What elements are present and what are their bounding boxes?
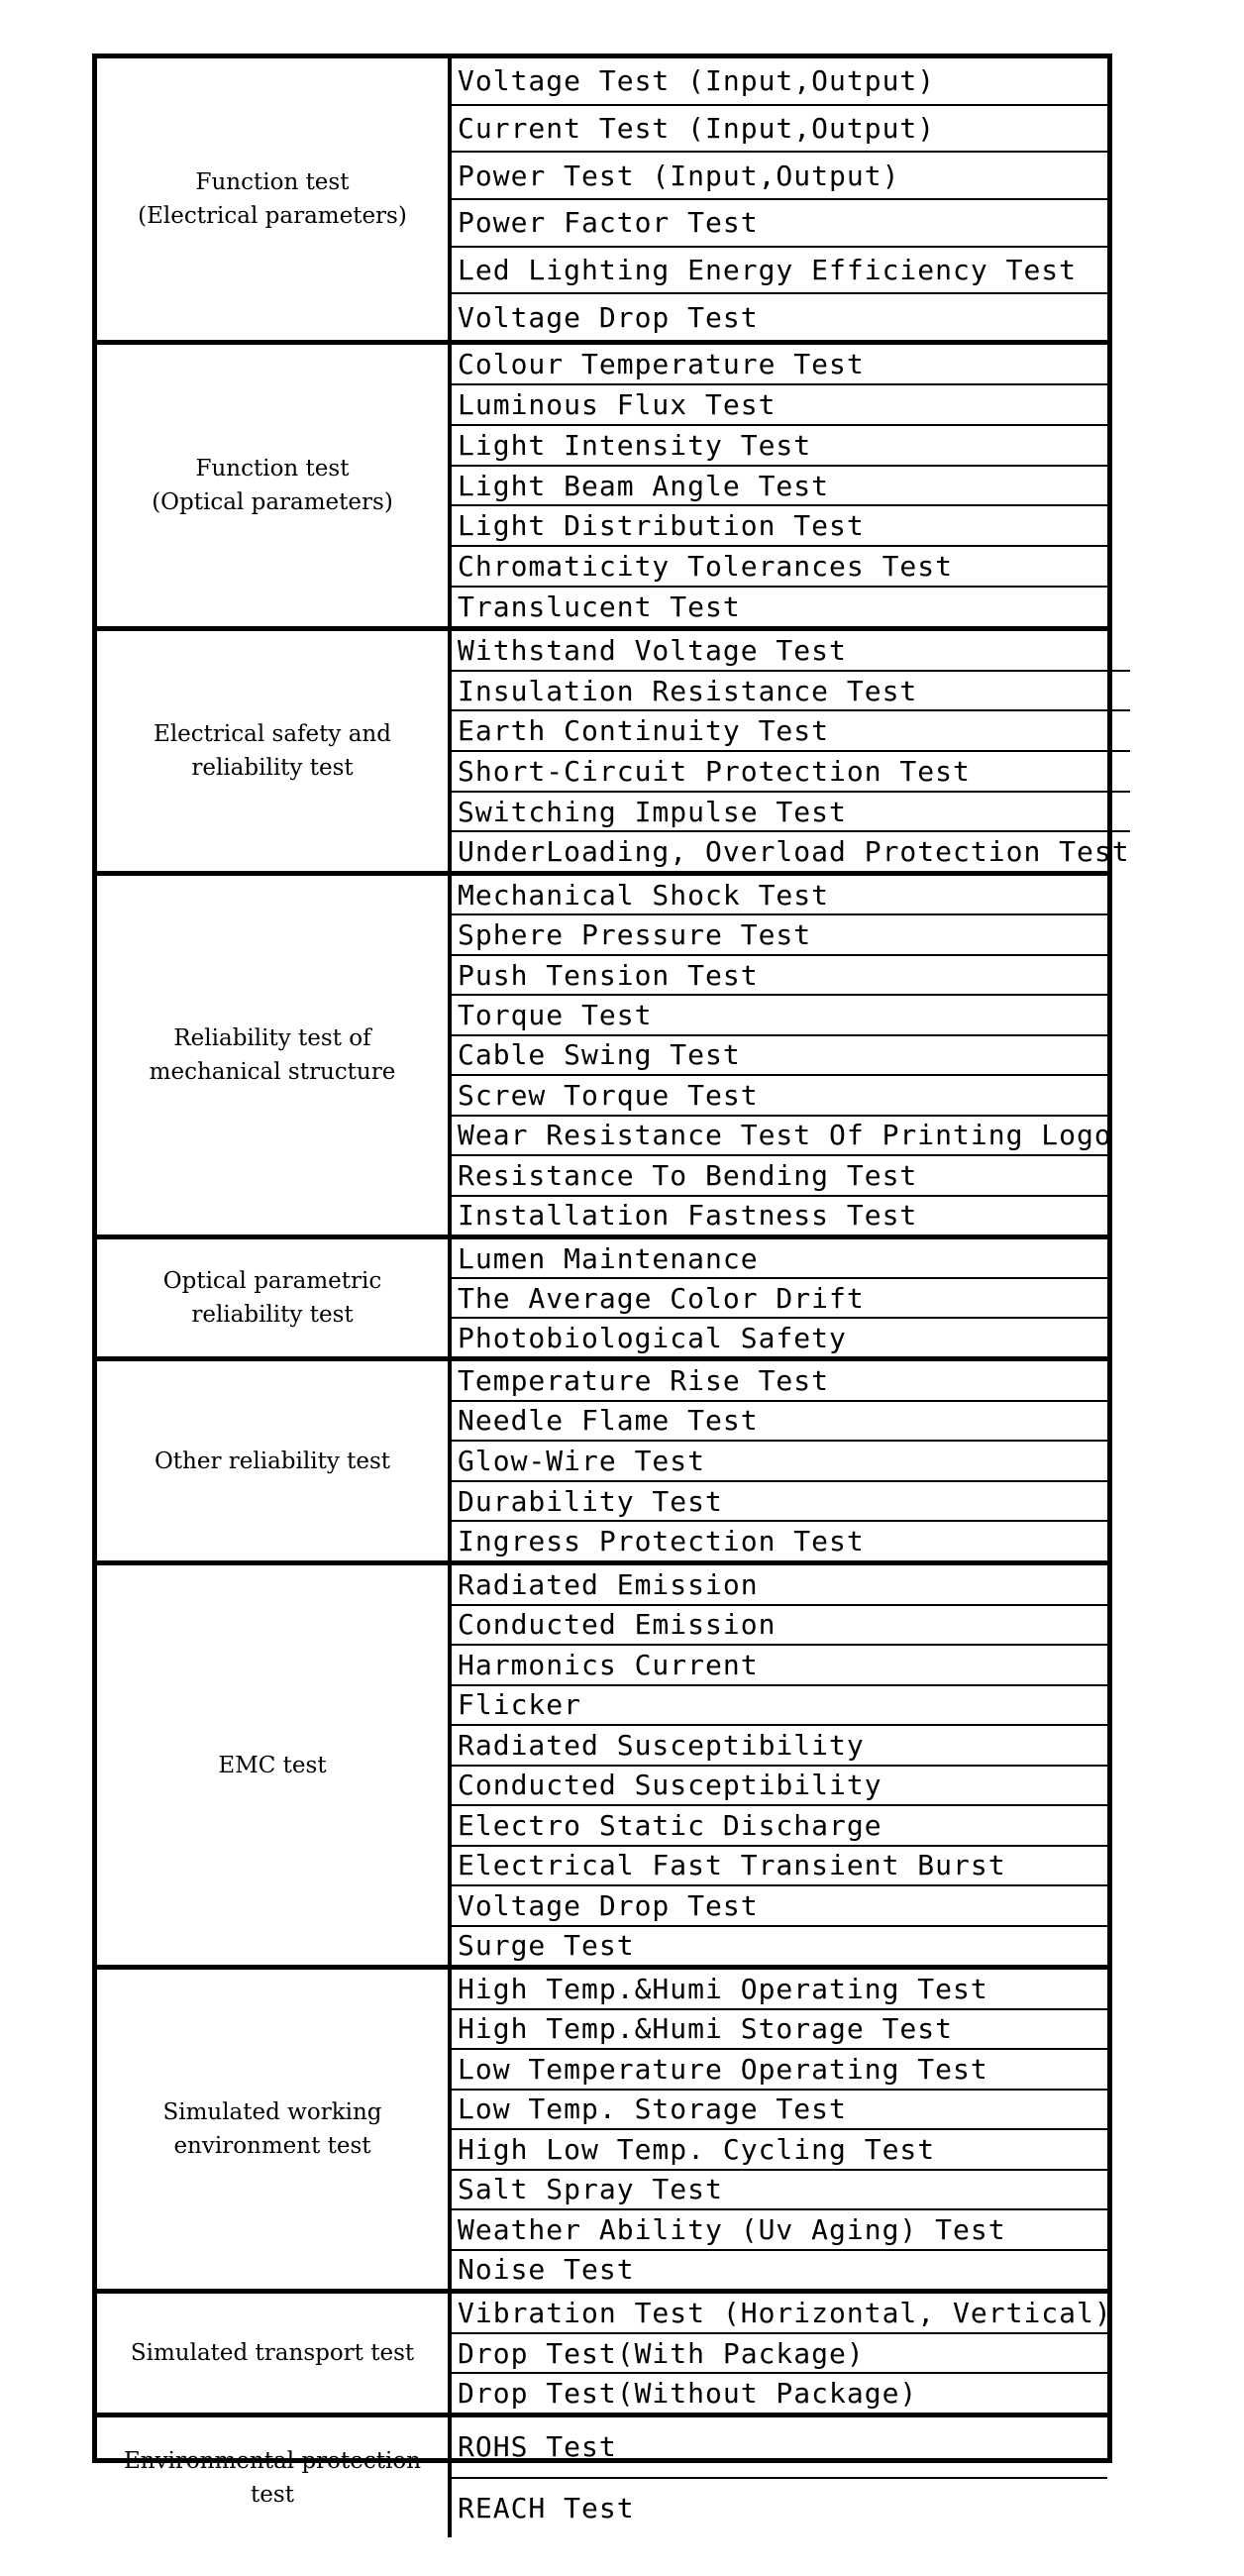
- test-items: [452, 1970, 1107, 2289]
- test-item: Electrical Fast Transient Burst: [452, 1845, 1107, 1885]
- test-item: Switching Impulse Test: [452, 791, 1130, 831]
- test-item: Chromaticity Tolerances Test: [452, 545, 1107, 586]
- test-item: Noise Test: [452, 2249, 1107, 2290]
- category-cell: Function test (Electrical parameters): [97, 58, 452, 340]
- test-item: Voltage Drop Test: [452, 1884, 1107, 1925]
- test-item: High Temp.&Humi Storage Test: [452, 2008, 1107, 2049]
- test-item: Low Temperature Operating Test: [452, 2048, 1107, 2089]
- category-cell: Optical parametric reliability test: [97, 1239, 452, 1356]
- test-item: Conducted Susceptibility: [452, 1765, 1107, 1805]
- test-items: [452, 345, 1107, 626]
- test-item: Surge Test: [452, 1925, 1107, 1966]
- test-item: Electro Static Discharge: [452, 1804, 1107, 1845]
- test-item: Radiated Emission: [458, 1567, 759, 1601]
- test-item: Installation Fastness Test: [452, 1195, 1112, 1234]
- test-item: Voltage Test (Input,Output): [458, 64, 936, 98]
- test-item: Earth Continuity Test: [452, 709, 1130, 750]
- test-item: Weather Ability (Uv Aging) Test: [452, 2208, 1107, 2249]
- table-group: [97, 1356, 1107, 1560]
- test-item: Harmonics Current: [452, 1644, 1107, 1684]
- table-group: [97, 871, 1112, 1234]
- test-item: Temperature Rise Test: [458, 1363, 830, 1397]
- test-item: Salt Spray Test: [452, 2169, 1107, 2209]
- test-item: Lumen Maintenance: [458, 1241, 759, 1275]
- table-group: [97, 2289, 1112, 2413]
- test-items: [452, 2417, 1107, 2537]
- test-item: Luminous Flux Test: [452, 383, 1107, 424]
- category-cell: Electrical safety and reliability test: [97, 631, 452, 871]
- test-item: Translucent Test: [452, 586, 1107, 626]
- test-items: [452, 876, 1112, 1234]
- test-items: [452, 2294, 1112, 2413]
- test-item: Drop Test(With Package): [452, 2332, 1112, 2373]
- category-cell: Environmental protection test: [97, 2417, 452, 2537]
- test-item: Vibration Test (Horizontal, Vertical): [458, 2296, 1112, 2329]
- test-item: Glow-Wire Test: [452, 1440, 1107, 1480]
- table-group: [97, 1560, 1107, 1965]
- test-item: Sphere Pressure Test: [452, 913, 1112, 953]
- test-item: Current Test (Input,Output): [452, 104, 1107, 152]
- table-group: [97, 58, 1107, 340]
- test-item: Led Lighting Energy Efficiency Test: [452, 246, 1107, 293]
- table-group: [97, 626, 1130, 871]
- test-item: Ingress Protection Test: [452, 1520, 1107, 1560]
- test-item: Conducted Emission: [452, 1604, 1107, 1645]
- category-cell: EMC test: [97, 1565, 452, 1965]
- table-group: [97, 340, 1107, 626]
- test-item: Power Test (Input,Output): [452, 151, 1107, 198]
- category-cell: Other reliability test: [97, 1361, 452, 1560]
- test-item: Resistance To Bending Test: [452, 1154, 1112, 1194]
- test-item: Colour Temperature Test: [458, 347, 865, 380]
- test-items: [452, 58, 1107, 340]
- test-item: REACH Test: [452, 2477, 1107, 2538]
- category-cell: Function test (Optical parameters): [97, 345, 452, 626]
- test-item: Insulation Resistance Test: [452, 670, 1130, 710]
- test-items: [452, 1361, 1107, 1560]
- test-item: ROHS Test: [458, 2430, 617, 2464]
- test-items: [452, 1239, 1107, 1356]
- test-item: Light Beam Angle Test: [452, 465, 1107, 505]
- test-item: Power Factor Test: [452, 198, 1107, 246]
- test-item: Radiated Susceptibility: [452, 1724, 1107, 1765]
- test-item: The Average Color Drift: [452, 1277, 1107, 1317]
- test-item: UnderLoading, Overload Protection Test: [452, 830, 1130, 871]
- test-item: High Temp.&Humi Operating Test: [458, 1972, 988, 2005]
- test-item: Flicker: [452, 1684, 1107, 1725]
- table-group: [97, 1234, 1107, 1356]
- category-cell: Simulated working environment test: [97, 1970, 452, 2289]
- test-item: Short-Circuit Protection Test: [452, 750, 1130, 791]
- test-items: [452, 631, 1130, 871]
- test-item: Durability Test: [452, 1480, 1107, 1521]
- test-item: Light Distribution Test: [452, 504, 1107, 545]
- test-item: Push Tension Test: [452, 954, 1112, 994]
- test-item: Wear Resistance Test Of Printing Logo: [452, 1115, 1112, 1154]
- test-item: Withstand Voltage Test: [458, 633, 847, 667]
- table-group: [97, 1965, 1107, 2289]
- test-item: Low Temp. Storage Test: [452, 2089, 1107, 2129]
- test-item: Voltage Drop Test: [452, 292, 1107, 340]
- table-group: [97, 2413, 1107, 2537]
- test-table: [92, 54, 1130, 2524]
- test-item: High Low Temp. Cycling Test: [452, 2128, 1107, 2169]
- test-item: Light Intensity Test: [452, 424, 1107, 465]
- test-item: Mechanical Shock Test: [458, 878, 830, 912]
- category-cell: Simulated transport test: [97, 2294, 452, 2413]
- test-item: Screw Torque Test: [452, 1074, 1112, 1114]
- test-item: Torque Test: [452, 994, 1112, 1033]
- test-item: Photobiological Safety: [452, 1317, 1107, 1356]
- test-item: Drop Test(Without Package): [452, 2372, 1112, 2413]
- category-cell: Reliability test of mechanical structure: [97, 876, 452, 1234]
- test-items: [452, 1565, 1107, 1965]
- test-item: Needle Flame Test: [452, 1400, 1107, 1441]
- test-item: Cable Swing Test: [452, 1034, 1112, 1074]
